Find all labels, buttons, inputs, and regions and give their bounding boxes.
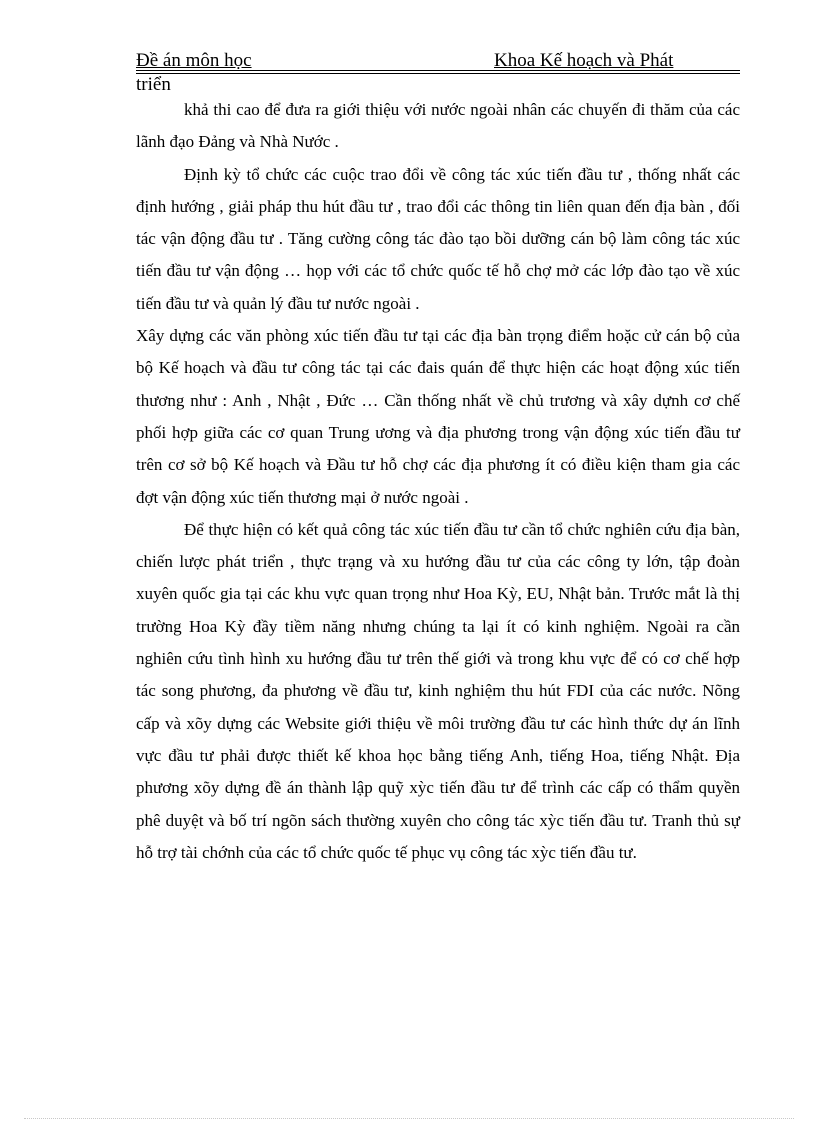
paragraph-4: Để thực hiện có kết quả công tác xúc tiến đầu tư cần tổ chức nghiên cứu địa bàn, chiến lược phát triển , thực trạng và xu hướng đầu tư của các công ty lớn, tập đoàn xuyên quốc gia tại các khu vực quan trọng như Hoa Kỳ, EU, Nhật bản. Trước mắt là thị trường Hoa Kỳ đầy tiềm năng nhưng chúng ta lại ít có kinh nghiệm. Ngoài ra cần nghiên cứu tình hình xu hướng đầu tư trên thế giới và trong khu vực để có cơ chế hợp tác song phương, đa phương về đầu tư, kinh nghiệm thu hút FDI của các nước. Nõng cấp và xõy dựng các Website giới thiệu về môi trường đầu tư các hình thức dự án lĩnh vực đầu tư phải được thiết kế khoa học bằng tiếng Anh, tiếng Hoa, tiếng Nhật. Địa phương xõy dựng đề án thành lập quỹ xỳc tiến đầu tư để trình các cấp có thẩm quyền phê duyệt và bố trí ngõn sách thường xuyên cho công tác xỳc tiến đầu tư. Tranh thủ sự hỗ trợ tài chớnh của các tổ chức quốc tế phục vụ công tác xỳc tiến đầu tư. [136, 519, 740, 862]
paragraph-2: Định kỳ tổ chức các cuộc trao đổi về công tác xúc tiến đầu tư , thống nhất các định hướng , giải pháp thu hút đầu tư , trao đổi các thông tin liên quan đến địa bàn , đối tác vận động đầu tư . Tăng cường công tác đào tạo bồi dưỡng cán bộ làm công tác xúc tiến đầu tư vận động … họp với các tổ chức quốc tế hỗ chợ mở các lớp đào tạo về xúc tiến đầu tư và quản lý đầu tư nước ngoài . [136, 164, 740, 313]
page-header [136, 50, 740, 72]
paragraph-1: khả thi cao để đưa ra giới thiệu với nước ngoài nhân các chuyến đi thăm của các lãnh đạo Đảng và Nhà Nước . [136, 100, 740, 152]
body-text [136, 94, 740, 869]
page-bottom-border [24, 1118, 794, 1119]
header-faculty-name-wrap: triển [136, 74, 171, 95]
paragraph-3: Xây dựng các văn phòng xúc tiến đầu tư tại các địa bàn trọng điểm hoặc cử cán bộ của bộ Kế hoạch và đầu tư công tác tại các đais quán để thực hiện các hoạt động xúc tiến thương như : Anh , Nhật , Đức … Cần thống nhất về chủ trương và xây dựnh cơ chế phối hợp giữa các cơ quan Trung ương và địa phương trong vận động xúc tiến đầu tư trên cơ sở bộ Kế hoạch và Đầu tư hỗ chợ các địa phương ít có điều kiện tham gia các đợt vận động xúc tiến thương mại ở nước ngoài . [136, 326, 740, 507]
header-course-title: Đề án môn học [136, 50, 252, 71]
header-faculty-name: Khoa Kế hoạch và Phát [494, 50, 674, 71]
header-rule [136, 70, 740, 71]
header-rule-double [136, 73, 740, 74]
